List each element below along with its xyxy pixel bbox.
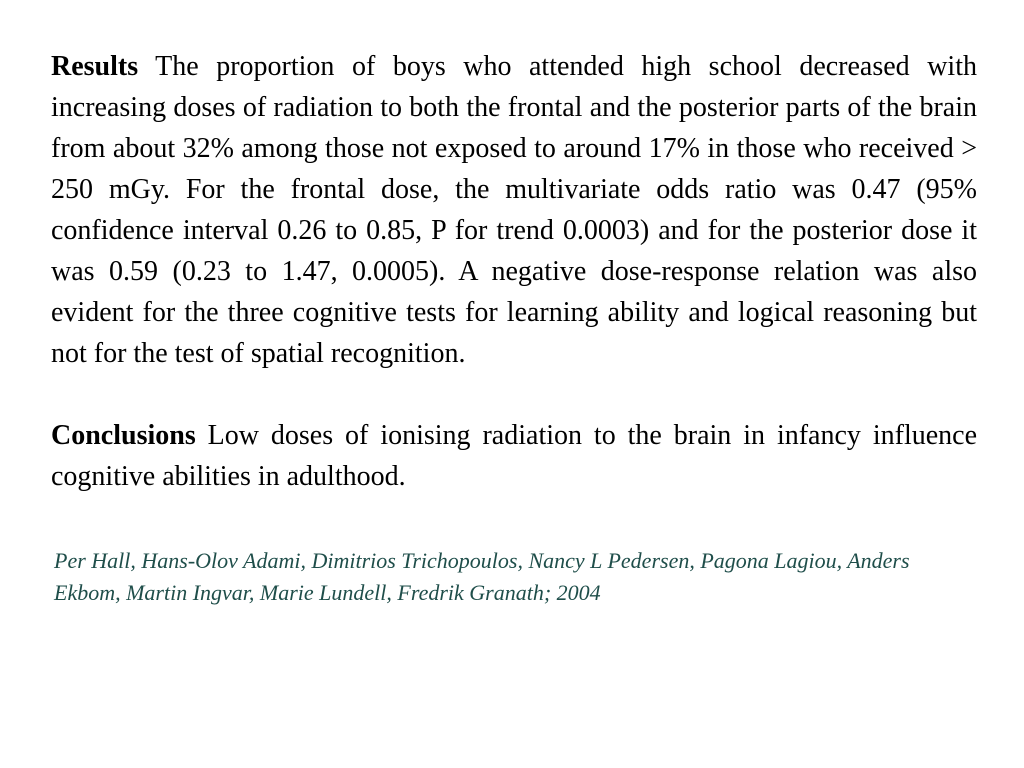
slide-content <box>51 46 977 609</box>
conclusions-text: Low doses of ionising radiation to the brain in infancy influence cognitive abilities in adulthood. <box>51 420 978 492</box>
results-heading: Results <box>51 51 139 82</box>
results-text: The proportion of boys who attended high school decreased with increasing doses of radiation to both the frontal and the posterior parts of the brain from about 32% among those not exposed to around 17% in those who received > 250 mGy. For the frontal dose, the multivariate odds ratio was 0.47 (95% confidence interval 0.26 to 0.85, P for trend 0.0003) and for the posterior dose it was 0.59 (0.23 to 1.47, 0.0005). A negative dose-response relation was also evident for the three cognitive tests for learning ability and logical reasoning but not for the test of spatial recognition. <box>51 51 977 369</box>
results-paragraph <box>51 46 977 374</box>
author-citation: Per Hall, Hans-Olov Adami, Dimitrios Trichopoulos, Nancy L Pedersen, Pagona Lagiou, Anders Ekbom, Martin Ingvar, Marie Lundell, Fredrik Granath; 2004 <box>54 548 910 605</box>
conclusions-heading: Conclusions <box>51 420 196 451</box>
conclusions-paragraph <box>51 415 977 497</box>
